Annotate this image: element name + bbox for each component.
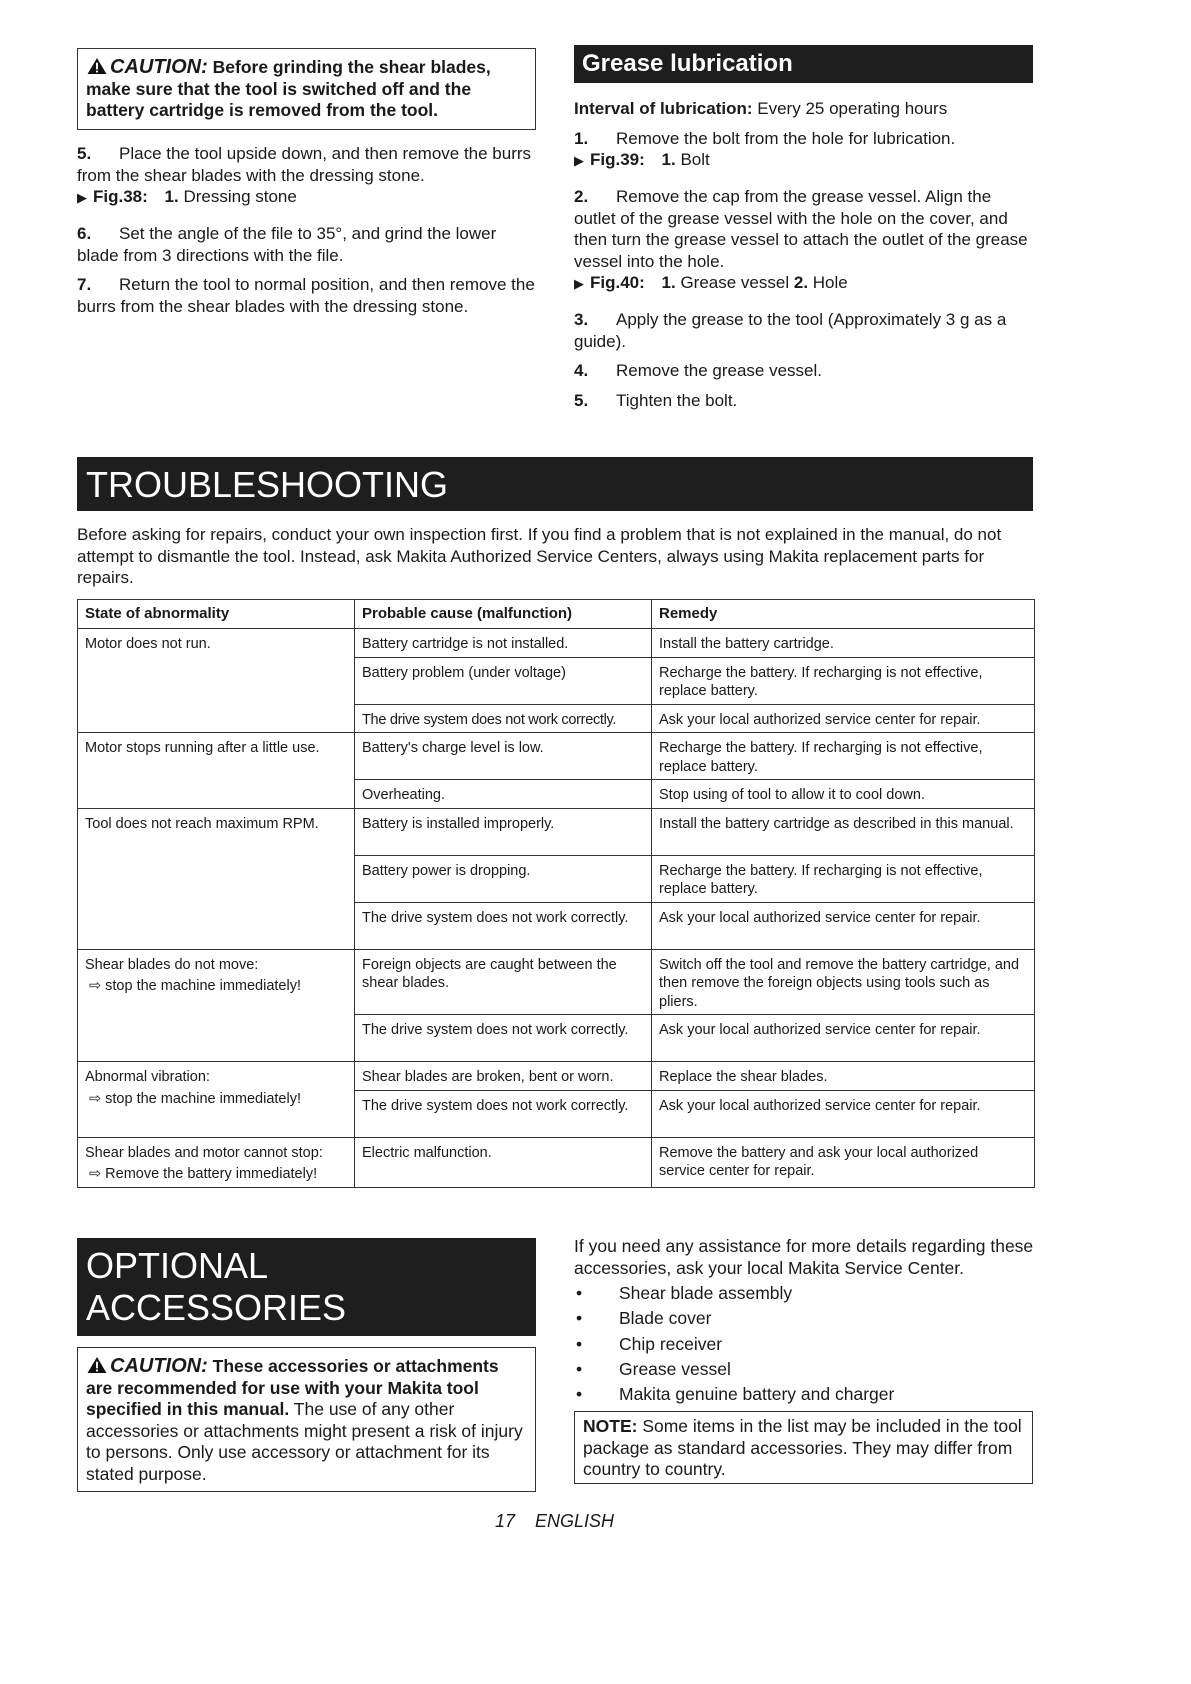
state-cell <box>78 1062 355 1138</box>
step-text: Return the tool to normal position, and then remove the burrs from the shear blades with the dressing stone. <box>77 275 535 316</box>
arrow-right-icon: ⇨ <box>89 1166 102 1182</box>
remedy-cell: Ask your local authorized service center for repair. <box>652 902 1035 949</box>
table-header-row <box>78 600 1035 629</box>
triangle-icon: ▶ <box>574 153 584 168</box>
figure-item-label: Grease vessel <box>680 273 790 292</box>
accessories-caution-box <box>77 1347 536 1492</box>
troubleshooting-intro: Before asking for repairs, conduct your own inspection first. If you find a problem that is not explained in the manual, do not attempt to dismantle the tool. Instead, ask Makita Authorized Service Centers, always using Makita replacement parts for repairs. <box>77 525 1002 587</box>
step-item <box>77 143 537 186</box>
step-number: 6. <box>77 224 92 243</box>
table-row <box>78 629 1035 658</box>
triangle-icon: ▶ <box>574 276 584 291</box>
list-item <box>574 1306 1036 1331</box>
remedy-cell: Recharge the battery. If recharging is not effective, replace battery. <box>652 733 1035 780</box>
remedy-cell: Install the battery cartridge as described in this manual. <box>652 808 1035 855</box>
grease-section <box>574 98 1036 411</box>
remedy-cell: Switch off the tool and remove the battery cartridge, and then remove the foreign objects using tools such as pliers. <box>652 949 1035 1015</box>
caution-label: CAUTION: <box>110 1355 208 1377</box>
bullet-icon: • <box>576 1283 583 1303</box>
figure-item-number: 2. <box>793 273 809 292</box>
list-item-label: Chip receiver <box>619 1333 723 1354</box>
figure-label: Fig.40: <box>590 273 645 292</box>
cause-cell: The drive system does not work correctly. <box>355 704 652 733</box>
step-text: Tighten the bolt. <box>616 390 738 410</box>
bullet-icon: • <box>576 1308 583 1329</box>
arrow-right-icon: ⇨ <box>89 1090 102 1107</box>
step-number: 5. <box>574 390 589 410</box>
step-number: 5. <box>77 144 92 163</box>
grease-heading-text: Grease lubrication <box>582 50 793 77</box>
accessories-list <box>574 1281 1036 1407</box>
list-item <box>574 1281 1036 1306</box>
cause-cell: Overheating. <box>355 780 652 809</box>
remedy-cell: Ask your local authorized service center for repair. <box>652 704 1035 733</box>
caution-text: Before grinding the shear blades, make sure that the tool is switched off and the battery cartridge is removed from the tool. <box>86 57 491 120</box>
step-number: 7. <box>77 275 92 294</box>
remedy-cell: Stop using of tool to allow it to cool down. <box>652 780 1035 809</box>
list-item-label: Shear blade assembly <box>619 1283 793 1303</box>
note-text: Some items in the list may be included in the tool package as standard accessories. They may differ from country to country. <box>583 1416 1022 1480</box>
bullet-icon: • <box>576 1358 583 1379</box>
state-action: stop the machine immediately! <box>105 1090 301 1107</box>
table-row <box>78 1137 1035 1187</box>
note-label: NOTE: <box>583 1416 638 1436</box>
remedy-cell: Ask your local authorized service center for repair. <box>652 1015 1035 1062</box>
grease-heading <box>574 45 1033 83</box>
step-item <box>574 309 1036 352</box>
step-item <box>574 390 1036 412</box>
cause-cell: Foreign objects are caught between the shear blades. <box>355 949 652 1015</box>
troubleshooting-heading-text: TROUBLESHOOTING <box>86 464 449 505</box>
step-number: 2. <box>574 187 589 206</box>
figure-item-number: 1. <box>164 187 179 206</box>
heading-line: OPTIONAL <box>86 1245 269 1286</box>
sharpening-steps <box>77 143 537 317</box>
column-header: State of abnormality <box>78 600 355 629</box>
cause-cell: The drive system does not work correctly. <box>355 902 652 949</box>
step-item <box>77 274 537 317</box>
optional-accessories-heading <box>77 1238 536 1336</box>
state-text: Shear blades and motor cannot stop: <box>85 1144 323 1161</box>
list-item-label: Grease vessel <box>619 1358 731 1379</box>
remedy-cell: Replace the shear blades. <box>652 1062 1035 1091</box>
cause-cell: Shear blades are broken, bent or worn. <box>355 1062 652 1091</box>
table-row <box>78 949 1035 1015</box>
list-item-label: Blade cover <box>619 1308 712 1329</box>
column-header: Remedy <box>652 600 1035 629</box>
arrow-right-icon: ⇨ <box>89 978 102 994</box>
figure-item-label: Bolt <box>680 150 710 169</box>
figure-label: Fig.38: <box>93 187 148 206</box>
remedy-cell: Install the battery cartridge. <box>652 629 1035 658</box>
table-row <box>78 1062 1035 1091</box>
figure-item-label: Hole <box>812 273 848 292</box>
page-footer <box>0 1511 1109 1532</box>
cause-cell: Battery problem (under voltage) <box>355 657 652 704</box>
list-item <box>574 1357 1036 1382</box>
bullet-icon: • <box>576 1333 583 1354</box>
warning-icon <box>86 1356 108 1374</box>
step-number: 3. <box>574 310 589 329</box>
step-number: 4. <box>574 361 589 380</box>
page-number: 17 <box>494 1511 515 1531</box>
state-action: Remove the battery immediately! <box>105 1166 318 1182</box>
step-item <box>574 360 1036 382</box>
figure-item-label: Dressing stone <box>183 187 297 206</box>
cause-cell: Battery's charge level is low. <box>355 733 652 780</box>
state-text: Shear blades do not move: <box>85 956 259 973</box>
cause-cell: The drive system does not work correctly. <box>355 1090 652 1137</box>
state-text: Abnormal vibration: <box>85 1069 210 1085</box>
troubleshooting-table <box>77 599 1035 1188</box>
step-number: 1. <box>574 128 589 148</box>
step-text: Apply the grease to the tool (Approximately 3 g as a guide). <box>574 310 1007 351</box>
column-header: Probable cause (malfunction) <box>355 600 652 629</box>
figure-reference <box>77 186 537 209</box>
caution-bold-text: These accessories or attachments are recommended for use with your Makita tool specified in this manual. <box>86 1356 499 1420</box>
interval-value: Every 25 operating hours <box>757 99 948 118</box>
list-item <box>574 1332 1036 1357</box>
figure-item-number: 1. <box>661 150 676 169</box>
table-row <box>78 733 1035 780</box>
list-item-label: Makita genuine battery and charger <box>619 1384 895 1405</box>
state-cell: Tool does not reach maximum RPM. <box>78 808 355 949</box>
triangle-icon: ▶ <box>77 190 87 205</box>
state-cell <box>78 1137 355 1187</box>
step-text: Remove the cap from the grease vessel. Align the outlet of the grease vessel with the hole on the cover, and then turn the grease vessel to attach the outlet of the grease vessel into the hole. <box>574 187 1028 271</box>
note-box <box>574 1411 1033 1484</box>
cause-cell: The drive system does not work correctly. <box>355 1015 652 1062</box>
cause-cell: Battery is installed improperly. <box>355 808 652 855</box>
step-text: Remove the grease vessel. <box>616 361 822 380</box>
list-item <box>574 1382 1036 1407</box>
caution-text: The use of any other accessories or attachments might present a risk of injury to persons. Only use accessory or attachment for its stated purpose. <box>86 1399 523 1484</box>
state-cell: Motor does not run. <box>78 629 355 733</box>
cause-cell: Electric malfunction. <box>355 1137 652 1187</box>
grinding-caution-box <box>77 48 536 130</box>
state-action: stop the machine immediately! <box>105 978 301 994</box>
table-row <box>78 808 1035 855</box>
bullet-icon: • <box>576 1384 583 1405</box>
step-text: Place the tool upside down, and then remove the burrs from the shear blades with the dressing stone. <box>77 144 532 185</box>
step-item <box>77 223 537 266</box>
page-language: ENGLISH <box>535 1511 615 1531</box>
remedy-cell: Recharge the battery. If recharging is not effective, replace battery. <box>652 855 1035 902</box>
step-item <box>574 186 1036 272</box>
figure-reference <box>574 149 1036 172</box>
cause-cell: Battery power is dropping. <box>355 855 652 902</box>
remedy-cell: Recharge the battery. If recharging is not effective, replace battery. <box>652 657 1035 704</box>
figure-item-number: 1. <box>661 273 676 292</box>
step-text: Set the angle of the file to 35°, and grind the lower blade from 3 directions with the file. <box>77 224 497 265</box>
remedy-cell: Remove the battery and ask your local authorized service center for repair. <box>652 1137 1035 1187</box>
troubleshooting-heading <box>77 457 1033 511</box>
interval-line <box>574 98 1036 120</box>
step-item <box>574 128 1036 150</box>
cause-cell: Battery cartridge is not installed. <box>355 629 652 658</box>
figure-label: Fig.39: <box>590 150 645 169</box>
state-cell: Motor stops running after a little use. <box>78 733 355 809</box>
caution-label: CAUTION: <box>110 56 208 78</box>
step-text: Remove the bolt from the hole for lubrication. <box>616 128 956 148</box>
accessories-intro: If you need any assistance for more details regarding these accessories, ask your local Makita Service Center. <box>574 1236 1034 1278</box>
figure-reference <box>574 272 1036 295</box>
interval-label: Interval of lubrication: <box>574 99 753 118</box>
warning-icon <box>86 57 108 75</box>
heading-line: ACCESSORIES <box>86 1287 347 1328</box>
remedy-cell: Ask your local authorized service center for repair. <box>652 1090 1035 1137</box>
state-cell <box>78 949 355 1062</box>
